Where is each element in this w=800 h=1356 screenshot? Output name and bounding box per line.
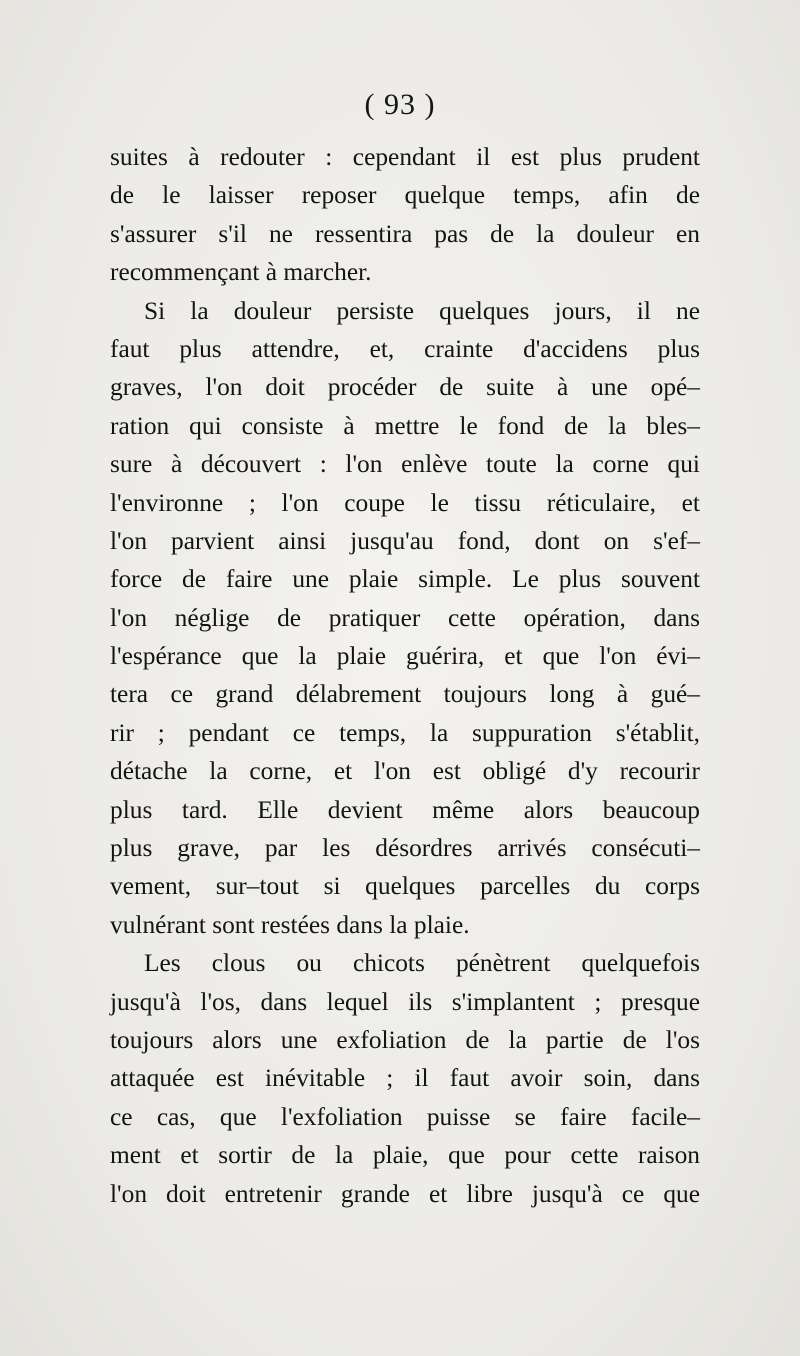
text-line: l'on parvient ainsi jusqu'au fond, dont on s'ef–	[110, 526, 700, 555]
text-line: de le laisser reposer quelque temps, afin de	[110, 181, 700, 210]
text-line: suites à redouter : cependant il est plus prudent	[110, 143, 700, 171]
body-text	[110, 138, 700, 1213]
text-line: toujours alors une exfoliation de la partie de l'os	[110, 1025, 700, 1054]
text-line: ce cas, que l'exfoliation puisse se faire facile–	[110, 1102, 700, 1131]
text-line: ration qui consiste à mettre le fond de la bles–	[110, 411, 700, 440]
text-line: plus grave, par les désordres arrivés consécuti–	[110, 834, 700, 863]
text-line: attaquée est inévitable ; il faut avoir soin, dans	[110, 1064, 700, 1093]
text-line: vulnérant sont restées dans la plaie.	[110, 910, 470, 939]
text-line: détache la corne, et l'on est obligé d'y recourir	[110, 757, 700, 786]
text-line: rir ; pendant ce temps, la suppuration s'établit,	[110, 718, 700, 747]
text-line: l'on doit entretenir grande et libre jusqu'à ce que	[110, 1179, 700, 1208]
text-line: ment et sortir de la plaie, que pour cette raison	[110, 1141, 700, 1170]
text-line: force de faire une plaie simple. Le plus souvent	[110, 565, 700, 594]
text-line: faut plus attendre, et, crainte d'accidens plus	[110, 334, 700, 363]
text-line: l'environne ; l'on coupe le tissu réticulaire, et	[110, 488, 700, 517]
text-line: jusqu'à l'os, dans lequel ils s'implantent ; presque	[110, 987, 700, 1016]
text-line: l'on néglige de pratiquer cette opération, dans	[110, 603, 700, 632]
text-line: graves, l'on doit procéder de suite à une opé–	[110, 373, 700, 402]
text-line: tera ce grand délabrement toujours long à gué–	[110, 680, 700, 709]
text-line: l'espérance que la plaie guérira, et que l'on évi–	[110, 642, 700, 671]
text-line: vement, sur–tout si quelques parcelles du corps	[110, 872, 700, 901]
page-number: ( 93 )	[364, 88, 436, 121]
text-line: plus tard. Elle devient même alors beaucoup	[110, 795, 700, 824]
text-line: s'assurer s'il ne ressentira pas de la douleur en	[110, 219, 700, 248]
text-line: sure à découvert : l'on enlève toute la corne qui	[110, 450, 700, 479]
text-line: Si la douleur persiste quelques jours, il ne	[144, 296, 700, 325]
text-line: Les clous ou chicots pénètrent quelquefois	[144, 949, 700, 978]
text-line: recommençant à marcher.	[110, 258, 372, 287]
